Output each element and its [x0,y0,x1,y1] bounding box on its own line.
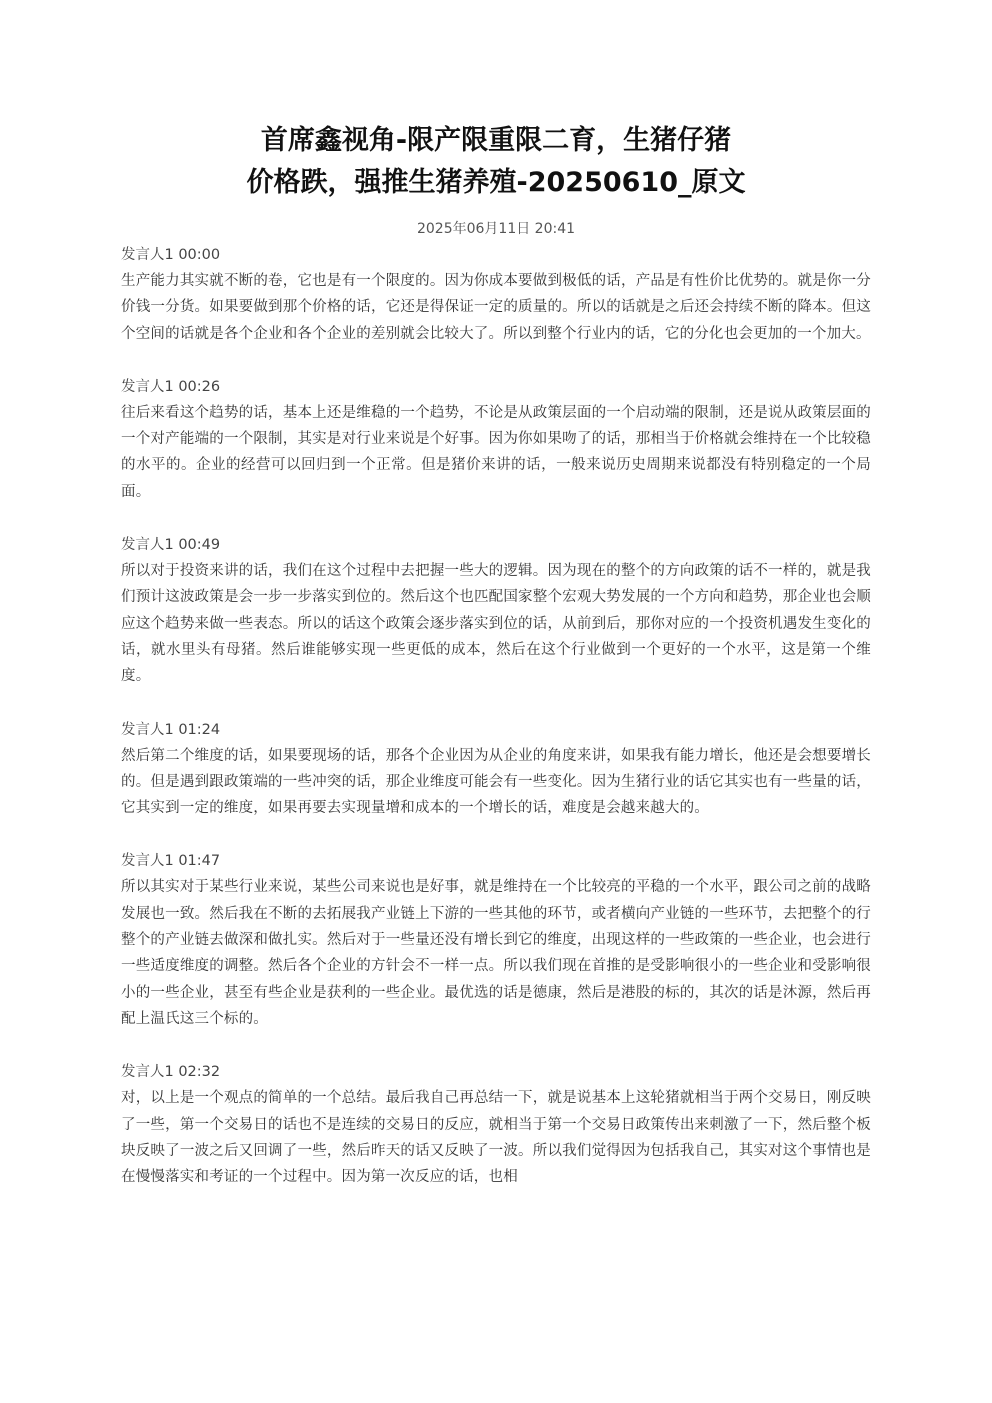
document-page [121,120,871,1217]
segment-text: 对，以上是一个观点的简单的一个总结。最后我自己再总结一下，就是说基本上这轮猪就相当于两个交易日，刚反映了一些，第一个交易日的话也不是连续的交易日的反应，就相当于第一个交易日政策传出来刺激了一下，然后整个板块反映了一波之后又回调了一些，然后昨天的话又反映了一波。所以我们觉得因为包括我自己，其实对这个事情也是在慢慢落实和考证的一个过程中。因为第一次反应的话，也相 [121,1090,871,1186]
transcript-segment [121,848,871,1032]
document-title-line-2: 价格跌，强推生猪养殖-20250610_原文 [246,167,746,198]
speaker-timestamp: 发言人1 01:47 [121,853,221,870]
segment-text: 生产能力其实就不断的卷，它也是有一个限度的。因为你成本要做到极低的话，产品是有性价比优势的。就是你一分价钱一分货。如果要做到那个价格的话，它还是得保证一定的质量的。所以的话就是之后还会持续不断的降本。但这个空间的话就是各个企业和各个企业的差别就会比较大了。所以到整个行业内的话，它的分化也会更加的一个加大。 [121,273,871,342]
transcript-segment [121,1059,871,1190]
speaker-timestamp: 发言人1 02:32 [121,1064,221,1081]
segment-text: 所以对于投资来讲的话，我们在这个过程中去把握一些大的逻辑。因为现在的整个的方向政策的话不一样的，就是我们预计这波政策是会一步一步落实到位的。然后这个也匹配国家整个宏观大势发展的一个方向和趋势，那企业也会顺应这个趋势来做一些表态。所以的话这个政策会逐步落实到位的话，从前到后，那你对应的一个投资机遇发生变化的话，就水里头有母猪。然后谁能够实现一些更低的成本，然后在这个行业做到一个更好的一个水平，这是第一个维度。 [121,563,871,685]
document-date: 2025年06月11日 20:41 [416,221,576,237]
speaker-timestamp: 发言人1 01:24 [121,721,221,738]
speaker-timestamp: 发言人1 00:00 [121,247,221,263]
document-title [121,120,871,204]
speaker-timestamp: 发言人1 00:26 [121,378,221,395]
transcript-segment [121,374,871,505]
transcript [121,242,871,1190]
transcript-segment [121,717,871,822]
transcript-segment [121,242,871,347]
segment-text: 所以其实对于某些行业来说，某些公司来说也是好事，就是维持在一个比较亮的平稳的一个水平，跟公司之前的战略发展也一致。然后我在不断的去拓展我产业链上下游的一些其他的环节，或者横向产业链的一些环节，去把整个的行整个的产业链去做深和做扎实。然后对于一些量还没有增长到它的维度，出现这样的一些政策的一些企业，也会进行一些适度维度的调整。然后各个企业的方针会不一样一点。所以我们现在首推的是受影响很小的一些企业和受影响很小的一些企业，甚至有些企业是获利的一些企业。最优选的话是德康，然后是港股的标的，其次的话是沐源，然后再配上温氏这三个标的。 [121,879,871,1027]
segment-text: 然后第二个维度的话，如果要现场的话，那各个企业因为从企业的角度来讲，如果我有能力增长，他还是会想要增长的。但是遇到跟政策端的一些冲突的话，那企业维度可能会有一些变化。因为生猪行业的话它其实也有一些量的话，它其实到一定的维度，如果再要去实现量增和成本的一个增长的话，难度是会越来越大的。 [121,747,871,817]
document-title-line-1: 首席鑫视角-限产限重限二育，生猪仔猪 [260,125,732,156]
segment-text: 往后来看这个趋势的话，基本上还是维稳的一个趋势，不论是从政策层面的一个启动端的限制，还是说从政策层面的一个对产能端的一个限制，其实是对行业来说是个好事。因为你如果吻了的话，那相当于价格就会维持在一个比较稳的水平的。企业的经营可以回归到一个正常。但是猪价来讲的话，一般来说历史周期来说都没有特别稳定的一个局面。 [121,404,871,500]
transcript-segment [121,532,871,689]
speaker-timestamp: 发言人1 00:49 [121,537,221,554]
